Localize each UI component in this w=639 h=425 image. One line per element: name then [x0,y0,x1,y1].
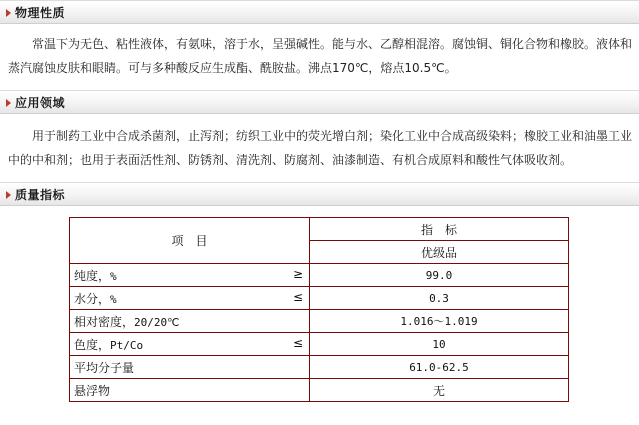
row-value: 61.0-62.5 [310,356,569,379]
row-item-cell [70,379,310,402]
triangle-bullet-icon [6,9,11,17]
table-row [70,333,569,356]
row-item-unit: Pt/Co [110,338,144,352]
triangle-bullet-icon [6,99,11,107]
row-item-cell [70,356,310,379]
table-row [70,379,569,402]
triangle-bullet-icon [6,191,11,199]
row-item-cell [70,310,310,333]
section-header-applications [0,90,639,114]
quality-spec-table [69,217,569,402]
table-row [70,287,569,310]
table-row [70,356,569,379]
row-item-unit: 20/20℃ [134,315,180,329]
row-value: 99.0 [310,264,569,287]
row-item-label: 色度， [74,337,111,352]
row-value: 0.3 [310,287,569,310]
row-value: 1.016～1.019 [310,310,569,333]
physical-properties-text: 常温下为无色、粘性液体，有氨味，溶于水，呈强碱性。能与水、乙醇相混溶。腐蚀铜、铜化合物和橡胶。液体和蒸汽腐蚀皮肤和眼睛。可与多种酸反应生成酯、酰胺盐。沸点170℃，熔点10.5℃。 [8,37,633,75]
row-item-label: 悬浮物 [74,383,111,398]
row-item-unit: % [110,292,117,306]
row-item-cell [70,287,310,310]
section-header-quality-specs [0,182,639,206]
section-header-physical-properties [0,0,639,24]
row-value: 10 [310,333,569,356]
applications-text: 用于制药工业中合成杀菌剂，止泻剂；纺织工业中的荧光增白剂；染化工业中合成高级染料；橡胶工业和油墨工业中的中和剂；也用于表面活性剂、防锈剂、清洗剂、防腐剂、油漆制造、有机合成原料和酸性气体吸收剂。 [8,129,633,167]
header-item: 项 目 [70,218,310,264]
row-operator: ≥ [292,267,303,281]
row-operator: ≤ [292,290,303,304]
header-indicator: 指 标 [310,218,569,241]
row-item-unit: % [110,269,117,283]
header-grade: 优级品 [310,241,569,264]
row-operator: ≤ [292,336,303,350]
row-item-label: 相对密度， [74,314,135,329]
row-item-cell [70,333,310,356]
table-row [70,310,569,333]
section-title: 应用领域 [15,96,66,110]
table-row [70,264,569,287]
row-item-label: 水分， [74,291,111,306]
row-item-label: 平均分子量 [74,360,135,375]
section-title: 质量指标 [15,188,66,202]
row-item-cell [70,264,310,287]
row-item-label: 纯度， [74,268,111,283]
section-title: 物理性质 [15,6,66,20]
row-value: 无 [310,379,569,402]
